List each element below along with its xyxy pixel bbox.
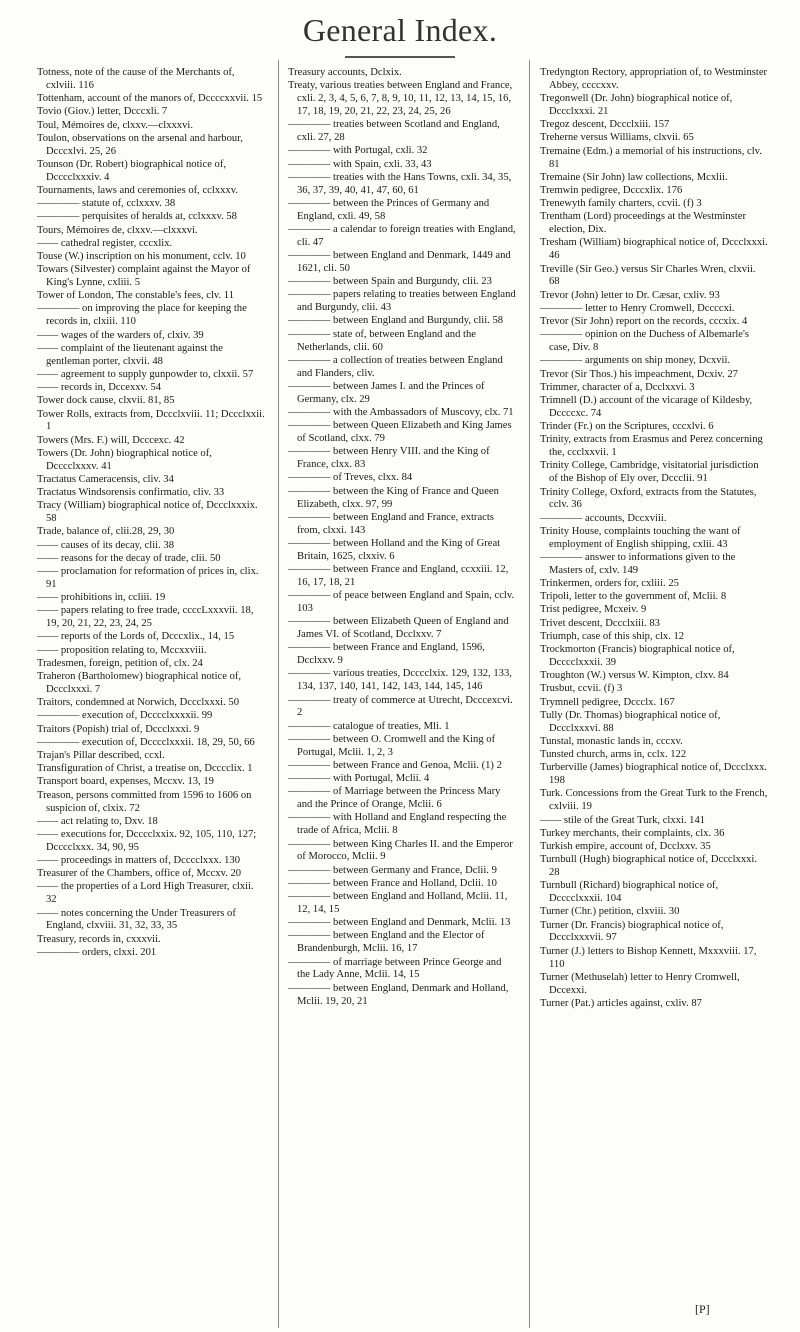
- index-entry: ———— between France and Genoa, Mclii. (1) 2: [288, 759, 502, 771]
- title-rule: [345, 56, 455, 58]
- index-entry: Tounson (Dr. Robert) biographical notice of, Dcccclxxxiv. 4: [37, 158, 227, 183]
- index-entry: Tripoli, letter to the government of, Mclii. 8: [540, 591, 727, 603]
- index-entry: Tracy (William) biographical notice of, Dccclxxxix. 58: [37, 500, 258, 525]
- index-entry: Traitors, condemned at Norwich, Dccclxxxi. 50: [37, 697, 240, 709]
- index-entry: Turner (J.) letters to Bishop Kennett, Mxxxviii. 17, 110: [540, 945, 757, 970]
- index-entry: Trevor (Sir Thos.) his impeachment, Dcxiv. 27: [540, 368, 738, 380]
- index-entry: Tovio (Giov.) letter, Dcccxli. 7: [37, 106, 168, 118]
- index-entry: ———— between Holland and the King of Great Britain, 1625, clxxiv. 6: [288, 537, 501, 562]
- index-entry: —— proclamation for reformation of prices in, clix. 91: [37, 566, 259, 590]
- index-entry: —— notes concerning the Under Treasurers of England, clxviii. 31, 32, 33, 35: [37, 907, 236, 932]
- index-entry: ———— opinion on the Duchess of Albemarle's case, Div. 8: [540, 329, 750, 354]
- index-entry: ———— between Elizabeth Queen of England and James VI. of Scotland, Dcclxxv. 7: [288, 616, 509, 641]
- index-entry: Trinity College, Cambridge, visitatorial jurisdiction of the Bishop of Ely over, Dccclii. 91: [540, 460, 759, 485]
- index-entry: —— cathedral register, cccxlix.: [37, 237, 173, 249]
- index-entry: ———— with Portugal, Mclii. 4: [288, 773, 430, 785]
- index-entry: ———— on improving the place for keeping the records in, clxiii. 110: [37, 303, 247, 328]
- index-entry: ———— between King Charles II. and the Emperor of Morocco, Mclii. 9: [288, 838, 513, 863]
- index-entry: Treaty, various treaties between England and France, cxli. 2, 3, 4, 5, 6, 7, 8, 9, 10, 11, 12, 13, 14, 15, 16, 17, 18, 19, 20, 21, 22, 23, 24, 25, 26: [288, 80, 513, 118]
- index-entry: —— proposition relating to, Mccxxviii.: [37, 644, 207, 656]
- index-entry: ———— a calendar to foreign treaties with England, cli. 47: [288, 223, 516, 248]
- index-entry: ———— of peace between England and Spain, cclv. 103: [288, 590, 515, 614]
- index-entry: Treasury, records in, cxxxvii.: [37, 933, 161, 945]
- index-entry: ———— between Spain and Burgundy, clii. 23: [288, 276, 492, 288]
- index-entry: ———— between England and Holland, Mclii. 11, 12, 14, 15: [288, 891, 508, 915]
- index-entry: —— agreement to supply gunpowder to, clxxii. 57: [37, 368, 254, 380]
- index-entry: ———— with Portugal, cxli. 32: [288, 145, 428, 157]
- index-entry: —— prohibitions in, ccliii. 19: [37, 592, 166, 604]
- index-entry: Trimmer, character of a, Dcclxxvi. 3: [540, 381, 695, 393]
- index-entry: Trade, balance of, clii.28, 29, 30: [37, 526, 175, 538]
- index-entry: Trinder (Fr.) on the Scriptures, cccxlvi. 6: [540, 421, 714, 433]
- index-entry: Tregonwell (Dr. John) biographical notice of, Dccclxxxi. 21: [540, 93, 733, 118]
- index-entry: Tradesmen, foreign, petition of, clx. 24: [37, 657, 203, 669]
- index-entry: ———— a collection of treaties between England and Flanders, cliv.: [288, 354, 503, 379]
- index-entry: —— act relating to, Dxv. 18: [37, 815, 158, 827]
- index-entry: —— wages of the warders of, clxiv. 39: [37, 329, 204, 341]
- index-entry: ———— between England and Denmark, Mclii. 13: [288, 917, 511, 929]
- index-entry: Tournaments, laws and ceremonies of, cclxxxv.: [37, 184, 238, 196]
- index-column-middle: [288, 67, 516, 1009]
- index-entry: ———— papers relating to treaties between England and Burgundy, clii. 43: [288, 289, 516, 314]
- index-entry: ———— treaties between Scotland and England, cxli. 27, 28: [288, 119, 500, 144]
- index-entry: ———— state of, between England and the Netherlands, clii. 60: [288, 328, 476, 353]
- index-entry: Towers (Mrs. F.) will, Dcccexc. 42: [37, 434, 185, 446]
- index-entry: ———— between England and the Elector of Brandenburgh, Mclii. 16, 17: [288, 930, 485, 955]
- index-entry: —— reasons for the decay of trade, clii. 50: [37, 552, 221, 564]
- index-entry: ———— between Henry VIII. and the King of France, clxx. 83: [288, 446, 490, 471]
- index-entry: Trinity College, Oxford, extracts from the Statutes, cclv. 36: [540, 486, 757, 511]
- index-entry: ———— between England and Denmark, 1449 and 1621, cli. 50: [288, 250, 511, 274]
- index-entry: Turnbull (Hugh) biographical notice of, Dccclxxxi. 28: [540, 854, 758, 879]
- index-entry: ———— perquisites of heralds at, cclxxxv. 58: [37, 211, 237, 223]
- index-entry: Tremwin pedigree, Dcccxlix. 176: [540, 184, 683, 196]
- index-entry: Tottenham, account of the manors of, Dccccxxvii. 15: [37, 93, 263, 105]
- index-entry: Turner (Methuselah) letter to Henry Cromwell, Dccexxi.: [540, 971, 740, 996]
- index-entry: Turkey merchants, their complaints, clx. 36: [540, 827, 725, 839]
- index-entry: Turnbull (Richard) biographical notice of, Dcccclxxxii. 104: [540, 880, 719, 905]
- index-entry: Turner (Chr.) petition, clxviii. 30: [540, 906, 680, 918]
- index-entry: Transport board, expenses, Mccxv. 13, 19: [37, 776, 214, 788]
- index-entry: Touse (W.) inscription on his monument, cclv. 10: [37, 250, 246, 262]
- index-entry: ———— between James I. and the Princes of Germany, clx. 29: [288, 380, 485, 405]
- index-entry: Treherne versus Williams, clxvii. 65: [540, 132, 694, 144]
- index-entry: Triumph, case of this ship, clx. 12: [540, 630, 685, 642]
- index-entry: Trentham (Lord) proceedings at the Westminster election, Dix.: [540, 211, 746, 236]
- index-entry: Trymnell pedigree, Dccclx. 167: [540, 696, 675, 708]
- index-entry: Treasurer of the Chambers, office of, Mccxv. 20: [37, 868, 242, 880]
- index-entry: —— complaint of the lieutenant against the gentleman porter, clxvii. 48: [37, 342, 223, 367]
- index-entry: Trivet descent, Dccclxiii. 83: [540, 617, 660, 629]
- page-title: General Index.: [302, 12, 498, 48]
- index-entry: ———— between the King of France and Queen Elizabeth, clxx. 97, 99: [288, 485, 499, 510]
- index-entry: Tregoz descent, Dccclxiii. 157: [540, 119, 670, 131]
- index-entry: Turk. Concessions from the Great Turk to the French, cxlviii. 19: [540, 788, 768, 813]
- index-entry: —— papers relating to free trade, ccccLxxxvii. 18, 19, 20, 21, 22, 23, 24, 25: [37, 605, 254, 630]
- index-entry: Tower dock cause, clxvii. 81, 85: [37, 395, 175, 407]
- index-entry: Toul, Mémoires de, clxxv.—clxxxvi.: [37, 119, 193, 131]
- index-entry: Turberville (James) biographical notice of, Dccclxxx. 198: [540, 762, 768, 787]
- index-entry: ———— of Marriage between the Princess Mary and the Prince of Orange, Mclii. 6: [288, 786, 501, 811]
- index-entry: Trevor (John) letter to Dr. Cæsar, cxliv. 93: [540, 289, 720, 301]
- index-entry: ———— treaty of commerce at Utrecht, Dcccexcvi. 2: [288, 694, 513, 719]
- index-entry: Trajan's Pillar described, ccxl.: [37, 750, 165, 761]
- index-entry: ———— execution of, Dcccclxxxxii. 99: [37, 710, 213, 722]
- index-entry: Tremaine (Edm.) a memorial of his instructions, clv. 81: [540, 145, 762, 170]
- index-entry: ———— answer to informations given to the Masters of, cxlv. 149: [540, 551, 736, 576]
- index-entry: ———— treaties with the Hans Towns, cxli. 34, 35, 36, 37, 39, 40, 41, 47, 60, 61: [288, 171, 512, 196]
- index-entry: Trevor (Sir John) report on the records, cccxix. 4: [540, 316, 748, 328]
- index-entry: Tully (Dr. Thomas) biographical notice of, Dccclxxxvi. 88: [540, 709, 721, 734]
- column-divider: [278, 60, 279, 1328]
- index-entry: ———— between France and Holland, Dclii. 10: [288, 877, 497, 889]
- index-entry: Turkish empire, account of, Dcclxxv. 35: [540, 840, 711, 852]
- index-entry: Totness, note of the cause of the Merchants of, cxlviii. 116: [37, 67, 235, 91]
- index-entry: Towars (Silvester) complaint against the Mayor of King's Lynne, cxliii. 5: [37, 264, 251, 289]
- index-entry: —— reports of the Lords of, Dcccxlix., 14, 15: [37, 631, 235, 643]
- index-entry: ———— between England and Burgundy, clii. 58: [288, 315, 504, 327]
- index-entry: ———— statute of, cclxxxv. 38: [37, 198, 176, 210]
- index-entry: ———— arguments on ship money, Dcxvii.: [540, 355, 731, 367]
- index-entry: ———— with Spain, cxli. 33, 43: [288, 158, 432, 170]
- index-entry: ———— catalogue of treaties, Mli. 1: [288, 720, 450, 732]
- index-entry: Toulon, observations on the arsenal and harbour, Dcccxlvi. 25, 26: [37, 132, 243, 157]
- index-entry: Trinity, extracts from Erasmus and Perez concerning the, ccclxxvii. 1: [540, 434, 763, 459]
- index-entry: Trockmorton (Francis) biographical notice of, Dcccclxxxii. 39: [540, 644, 735, 668]
- index-entry: Treason, persons committed from 1596 to 1606 on suspicion of, clxix. 72: [37, 789, 252, 814]
- index-entry: Tours, Mémoires de, clxxv.—clxxxvi.: [37, 224, 198, 236]
- index-entry: ———— between France and England, ccxxiii. 12, 16, 17, 18, 21: [288, 563, 509, 588]
- index-column-left: [37, 67, 265, 960]
- index-entry: Tunsted church, arms in, cclx. 122: [540, 749, 687, 761]
- index-entry: Turner (Dr. Francis) biographical notice of, Dccclxxxvii. 97: [540, 919, 724, 944]
- index-entry: Treville (Sir Geo.) versus Sir Charles Wren, clxvii. 68: [540, 263, 756, 288]
- index-entry: ———— of marriage between Prince George and the Lady Anne, Mclii. 14, 15: [288, 956, 502, 981]
- index-entry: Trinkermen, orders for, cxliii. 25: [540, 578, 679, 590]
- index-entry: ———— between France and England, 1596, Dcclxxv. 9: [288, 642, 485, 667]
- index-entry: Traitors (Popish) trial of, Dccclxxxi. 9: [37, 723, 200, 735]
- column-divider: [529, 60, 530, 1328]
- index-entry: Trist pedigree, Mcxeiv. 9: [540, 604, 647, 616]
- index-entry: Trusbut, ccvii. (f) 3: [540, 683, 623, 695]
- index-entry: ———— orders, clxxi. 201: [37, 946, 157, 958]
- index-entry: Tower Rolls, extracts from, Dccclxviii. 11; Dccclxxii. 1: [37, 408, 265, 433]
- index-entry: ———— between England, Denmark and Holland, Mclii. 19, 20, 21: [288, 982, 509, 1007]
- index-entry: ———— between the Princes of Germany and England, cxli. 49, 58: [288, 197, 490, 222]
- index-entry: Traheron (Bartholomew) biographical notice of, Dccclxxxi. 7: [37, 671, 242, 695]
- index-entry: ———— execution of, Dcccclxxxii. 18, 29, 50, 66: [37, 736, 255, 748]
- index-column-right: [540, 67, 768, 1011]
- index-entry: Transfiguration of Christ, a treatise on, Dcccclix. 1: [37, 763, 253, 775]
- index-entry: Treasury accounts, Dclxix.: [288, 67, 402, 78]
- index-entry: —— stile of the Great Turk, clxxi. 141: [540, 814, 706, 826]
- index-entry: Troughton (W.) versus W. Kimpton, clxv. 84: [540, 670, 729, 682]
- index-entry: —— executions for, Dcccclxxix. 92, 105, 110, 127; Dcccclxxx. 34, 90, 95: [37, 828, 257, 853]
- index-entry: —— causes of its decay, clii. 38: [37, 539, 174, 551]
- index-entry: Tresham (William) biographical notice of, Dccclxxxi. 46: [540, 237, 768, 262]
- index-entry: ———— of Treves, clxx. 84: [288, 472, 413, 484]
- index-entry: Turner (Pat.) articles against, cxliv. 87: [540, 997, 702, 1009]
- index-entry: ———— with Holland and England respecting the trade of Africa, Mclii. 8: [288, 812, 507, 837]
- signature-mark: [P]: [695, 1302, 710, 1316]
- index-entry: ———— with the Ambassadors of Muscovy, clx. 71: [288, 407, 514, 419]
- index-entry: Tremaine (Sir John) law collections, Mcxlii.: [540, 171, 728, 183]
- index-entry: —— the properties of a Lord High Treasurer, clxii. 32: [37, 881, 254, 906]
- index-entry: ———— between O. Cromwell and the King of Portugal, Mclii. 1, 2, 3: [288, 733, 496, 758]
- index-entry: ———— letter to Henry Cromwell, Dccccxi.: [540, 302, 735, 314]
- index-entry: Tractatus Cameracensis, cliv. 34: [37, 473, 174, 485]
- index-entry: Tredyngton Rectory, appropriation of, to Westminster Abbey, ccccxxv.: [540, 67, 768, 91]
- index-entry: Trimnell (D.) account of the vicarage of Kildesby, Dccccxc. 74: [540, 395, 753, 419]
- index-entry: —— proceedings in matters of, Dcccclxxx. 130: [37, 855, 240, 867]
- index-entry: Tower of London, The constable's fees, clv. 11: [37, 290, 234, 302]
- index-entry: ———— between Queen Elizabeth and King James of Scotland, clxx. 79: [288, 420, 512, 445]
- index-entry: Tunstal, monastic lands in, cccxv.: [540, 735, 683, 747]
- index-entry: Towers (Dr. John) biographical notice of, Dcccclxxxv. 41: [37, 447, 212, 472]
- index-entry: ———— accounts, Dccxviii.: [540, 512, 667, 524]
- index-entry: —— records in, Dccexxv. 54: [37, 382, 162, 394]
- index-entry: Trenewyth family charters, ccvii. (f) 3: [540, 198, 702, 210]
- index-entry: ———— various treaties, Dcccclxix. 129, 132, 133, 134, 137, 140, 141, 142, 143, 144, 145, 146: [288, 668, 512, 693]
- index-entry: ———— between England and France, extracts from, clxxi. 143: [288, 511, 494, 536]
- index-entry: Tractatus Windsorensis confirmatio, cliv. 33: [37, 487, 225, 499]
- index-entry: Trinity House, complaints touching the want of employment of English shipping, cxlii. 43: [540, 525, 741, 550]
- index-entry: ———— between Germany and France, Dclii. 9: [288, 864, 497, 876]
